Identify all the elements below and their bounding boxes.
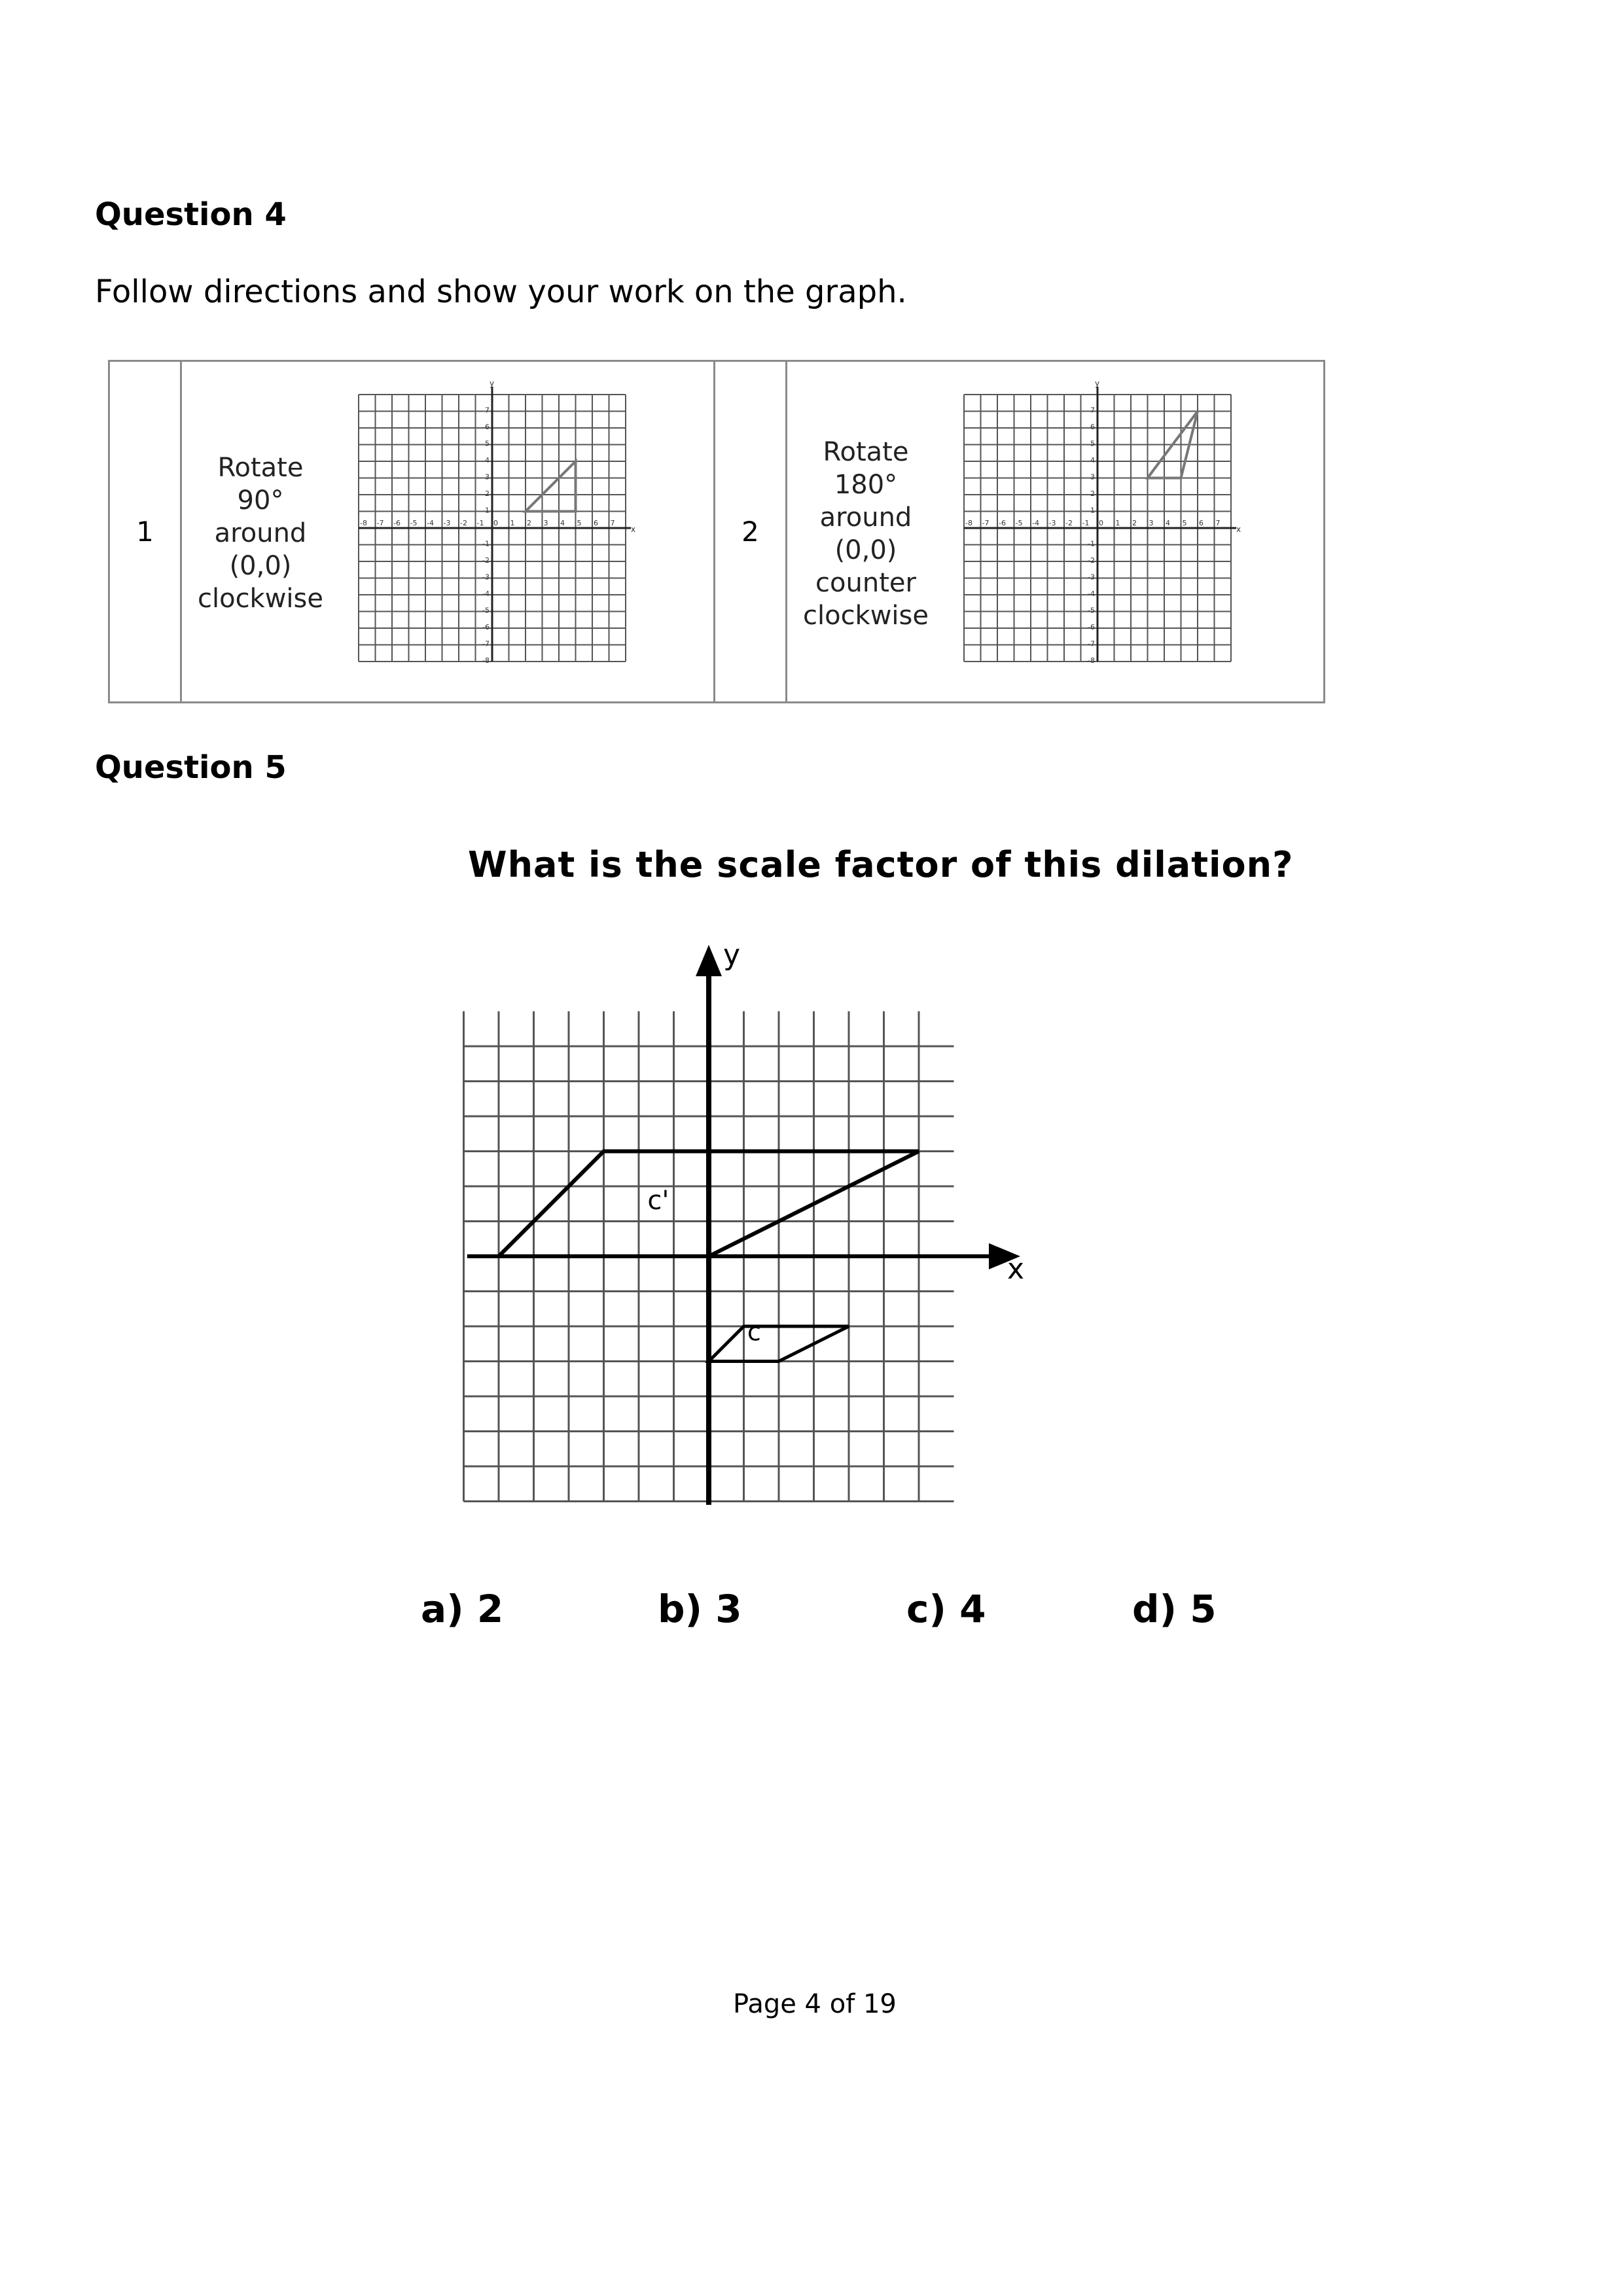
- x-tick-label: 0: [493, 519, 498, 527]
- x-tick-label: -6: [999, 519, 1006, 527]
- y-tick-label: 2: [485, 489, 490, 498]
- y-tick-label: -4: [1088, 590, 1095, 598]
- choice-d[interactable]: d) 5: [1132, 1587, 1217, 1631]
- x-tick-label: -6: [393, 519, 401, 527]
- x-tick-label: 0: [1099, 519, 1103, 527]
- x-tick-label: 2: [527, 519, 531, 527]
- x-axis-label: x: [631, 525, 636, 534]
- y-tick-label: -5: [482, 606, 490, 615]
- x-tick-label: 2: [1132, 519, 1137, 527]
- question-4-instructions: Follow directions and show your work on the graph.: [95, 274, 907, 310]
- y-tick-label: 1: [485, 506, 490, 515]
- x-tick-label: 6: [594, 519, 598, 527]
- y-axis-label: y: [1095, 379, 1100, 388]
- x-tick-label: 3: [1149, 519, 1154, 527]
- x-tick-label: 7: [610, 519, 615, 527]
- y-axis-arrow: [696, 945, 722, 976]
- x-tick-label: 7: [1215, 519, 1221, 527]
- x-tick-label: -2: [460, 519, 467, 527]
- x-tick-label: -8: [360, 519, 367, 527]
- y-tick-label: -8: [1088, 656, 1095, 665]
- y-tick-label: -4: [482, 590, 490, 598]
- image-label: c': [647, 1185, 669, 1216]
- choice-b[interactable]: b) 3: [658, 1587, 742, 1631]
- y-tick-label: -1: [1088, 539, 1095, 548]
- y-tick-label: -2: [482, 556, 490, 565]
- y-axis-label: y: [723, 938, 741, 972]
- x-axis-label: x: [1236, 525, 1241, 534]
- row-1-number: 1: [136, 516, 154, 548]
- x-tick-label: -3: [1048, 519, 1056, 527]
- x-tick-label: -2: [1065, 519, 1073, 527]
- choice-c[interactable]: c) 4: [906, 1587, 986, 1631]
- y-tick-label: -7: [1088, 639, 1095, 648]
- rotation-table: [108, 360, 1325, 703]
- y-tick-label: 4: [1090, 456, 1095, 465]
- question-4-title: Question 4: [95, 196, 287, 233]
- dilation-graph: [445, 923, 1034, 1511]
- row-1-coordinate-grid[interactable]: [352, 378, 705, 692]
- triangle-1: [526, 461, 576, 512]
- x-tick-label: -7: [376, 519, 384, 527]
- y-tick-label: -1: [482, 539, 490, 548]
- x-tick-label: -5: [1015, 519, 1023, 527]
- choice-a[interactable]: a) 2: [421, 1587, 504, 1631]
- x-tick-label: -4: [1032, 519, 1039, 527]
- row-2-directions: Rotate 180° around (0,0) counter clockwise: [802, 437, 929, 631]
- y-tick-label: -6: [1088, 623, 1095, 631]
- y-tick-label: -2: [1088, 556, 1095, 565]
- y-tick-label: 5: [485, 439, 490, 448]
- y-tick-label: 1: [1090, 506, 1095, 515]
- page-footer: Page 4 of 19: [733, 1989, 897, 2019]
- y-tick-label: 6: [1090, 423, 1095, 431]
- y-tick-label: 4: [485, 456, 490, 465]
- x-tick-label: 3: [543, 519, 548, 527]
- x-tick-label: 1: [510, 519, 515, 527]
- x-tick-label: -1: [476, 519, 484, 527]
- y-tick-label: 5: [1090, 439, 1095, 448]
- x-tick-label: -4: [427, 519, 434, 527]
- dilation-prompt: What is the scale factor of this dilation?: [468, 844, 1294, 885]
- x-tick-label: 4: [1166, 519, 1170, 527]
- y-tick-label: 3: [485, 472, 490, 482]
- row-2-coordinate-grid[interactable]: [957, 378, 1311, 692]
- x-tick-label: -3: [443, 519, 451, 527]
- y-tick-label: 7: [485, 406, 490, 415]
- x-tick-label: -5: [410, 519, 418, 527]
- x-tick-label: 5: [577, 519, 582, 527]
- y-tick-label: -5: [1088, 606, 1095, 615]
- y-tick-label: 7: [1090, 406, 1095, 415]
- y-tick-label: 6: [485, 423, 490, 431]
- y-tick-label: 3: [1090, 472, 1095, 482]
- x-axis-label: x: [1007, 1252, 1025, 1286]
- x-tick-label: 4: [560, 519, 565, 527]
- y-tick-label: -3: [1088, 573, 1095, 582]
- row-1-directions: Rotate 90° around (0,0) clockwise: [197, 453, 323, 614]
- x-tick-label: -8: [965, 519, 972, 527]
- x-tick-label: 5: [1182, 519, 1187, 527]
- y-tick-label: -7: [482, 639, 490, 648]
- x-tick-label: -1: [1082, 519, 1090, 527]
- y-axis-label: y: [490, 379, 495, 388]
- y-tick-label: 2: [1090, 489, 1095, 498]
- row-2-number: 2: [741, 516, 759, 548]
- pre-image-label: c: [747, 1317, 761, 1347]
- x-tick-label: -7: [982, 519, 990, 527]
- question-5-title: Question 5: [95, 749, 287, 786]
- y-tick-label: -6: [482, 623, 490, 631]
- x-tick-label: 6: [1199, 519, 1204, 527]
- y-tick-label: -3: [482, 573, 490, 582]
- y-tick-label: -8: [482, 656, 490, 665]
- x-tick-label: 1: [1115, 519, 1120, 527]
